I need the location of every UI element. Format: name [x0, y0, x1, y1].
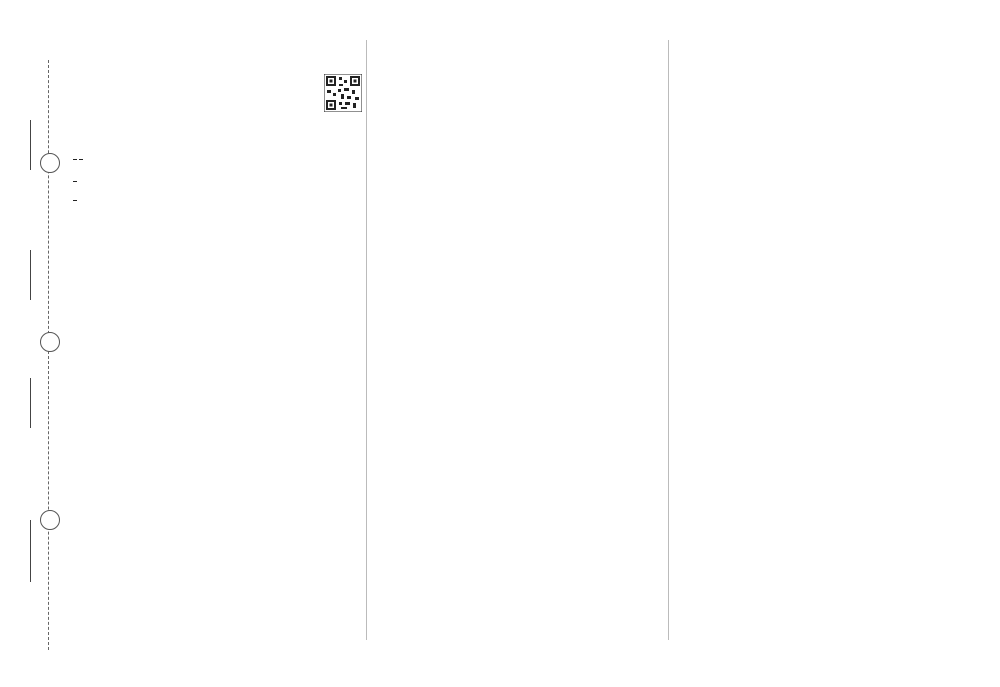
column-1 [72, 146, 362, 213]
column-divider-1 [366, 40, 367, 640]
fraction [73, 159, 77, 160]
binding-line [48, 60, 50, 650]
column-divider-2 [668, 40, 669, 640]
fraction [73, 181, 77, 182]
binding-char-feng [40, 332, 60, 352]
side-line-school [30, 520, 31, 582]
question-fill-2 [72, 172, 362, 210]
binding-char-xian [40, 510, 60, 530]
side-line-number [30, 120, 31, 170]
side-line-name [30, 250, 31, 300]
exam-header [80, 44, 362, 124]
qr-code-icon[interactable] [324, 74, 362, 112]
fraction [73, 200, 77, 201]
question-fill-1 [72, 150, 362, 169]
binding-char-mi [40, 153, 60, 173]
fraction [79, 159, 83, 160]
side-line-class [30, 378, 31, 428]
